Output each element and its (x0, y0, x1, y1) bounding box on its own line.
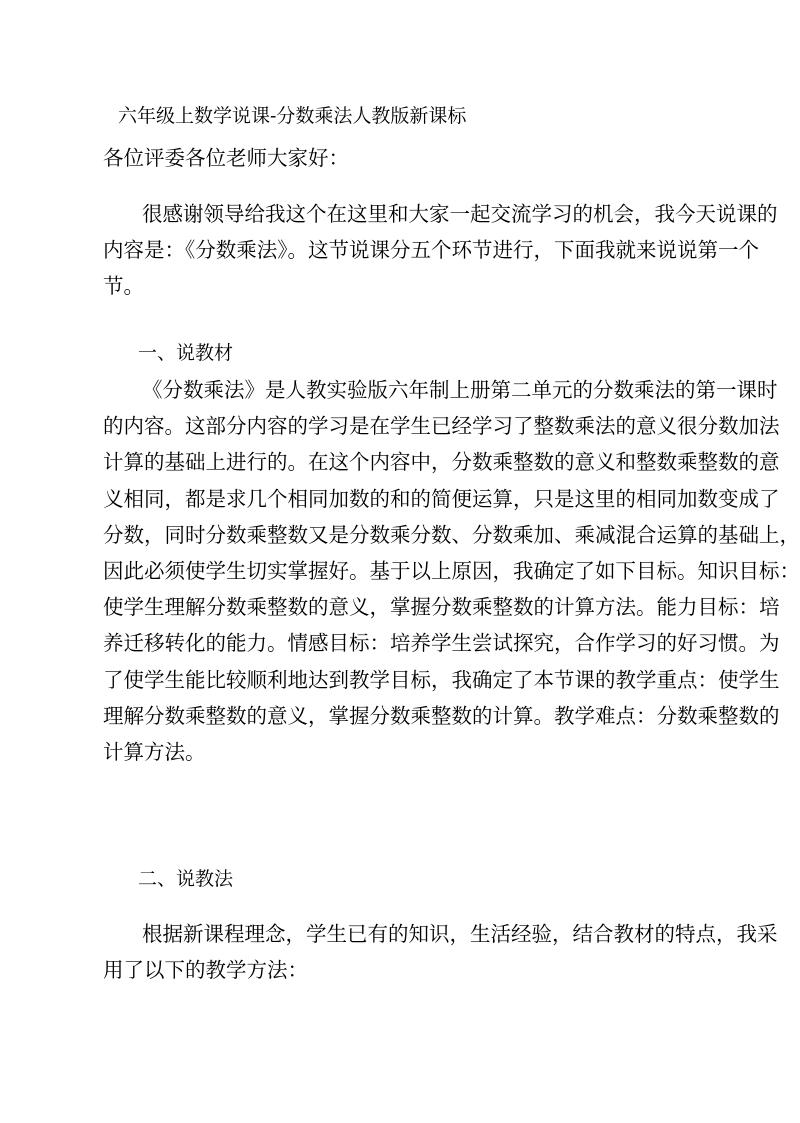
paragraph-line: 《分数乘法》是人教实验版六年制上册第二单元的分数乘法的第一课时 (142, 378, 778, 402)
paragraph-line: 因此必须使学生切实掌握好。基于以上原因，我确定了如下目标。知识目标： (103, 558, 800, 583)
paragraph-line: 很感谢领导给我这个在这里和大家一起交流学习的机会，我今天说课的 (142, 202, 778, 226)
paragraph-line: 使学生理解分数乘整数的意义，掌握分数乘整数的计算方法。能力目标：培 (103, 595, 780, 620)
paragraph-line: 养迁移转化的能力。情感目标：培养学生尝试探究，合作学习的好习惯。为 (103, 631, 780, 656)
section-heading-textbook: 一、说教材 (138, 342, 234, 364)
paragraph-line: 理解分数乘整数的意义，掌握分数乘整数的计算。教学难点：分数乘整数的 (103, 703, 780, 728)
paragraph-line: 用了以下的教学方法： (103, 958, 308, 983)
section-heading-teaching-method: 二、说教法 (138, 868, 234, 890)
intro-paragraph (103, 196, 778, 305)
document-title: 六年级上数学说课-分数乘法人教版新课标 (118, 105, 467, 127)
paragraph-line: 根据新课程理念，学生已有的知识，生活经验，结合教材的特点，我采 (142, 922, 778, 946)
textbook-paragraph (103, 372, 800, 770)
paragraph-line: 分数，同时分数乘整数又是分数乘分数、分数乘加、乘减混合运算的基础上， (103, 522, 800, 547)
paragraph-line: 义相同，都是求几个相同加数的和的简便运算，只是这里的相同加数变成了 (103, 486, 780, 511)
greeting: 各位评委各位老师大家好： (103, 146, 349, 170)
teaching-method-paragraph (103, 916, 778, 988)
paragraph-line: 计算的基础上进行的。在这个内容中，分数乘整数的意义和整数乘整数的意 (103, 450, 780, 475)
paragraph-line: 计算方法。 (103, 739, 206, 764)
paragraph-line: 节。 (103, 274, 144, 299)
paragraph-line: 了使学生能比较顺利地达到教学目标，我确定了本节课的教学重点：使学生 (103, 667, 780, 692)
paragraph-line: 内容是：《分数乘法》。这节说课分五个环节进行，下面我就来说说第一个 (103, 238, 759, 263)
paragraph-line: 的内容。这部分内容的学习是在学生已经学习了整数乘法的意义很分数加法 (103, 414, 780, 439)
